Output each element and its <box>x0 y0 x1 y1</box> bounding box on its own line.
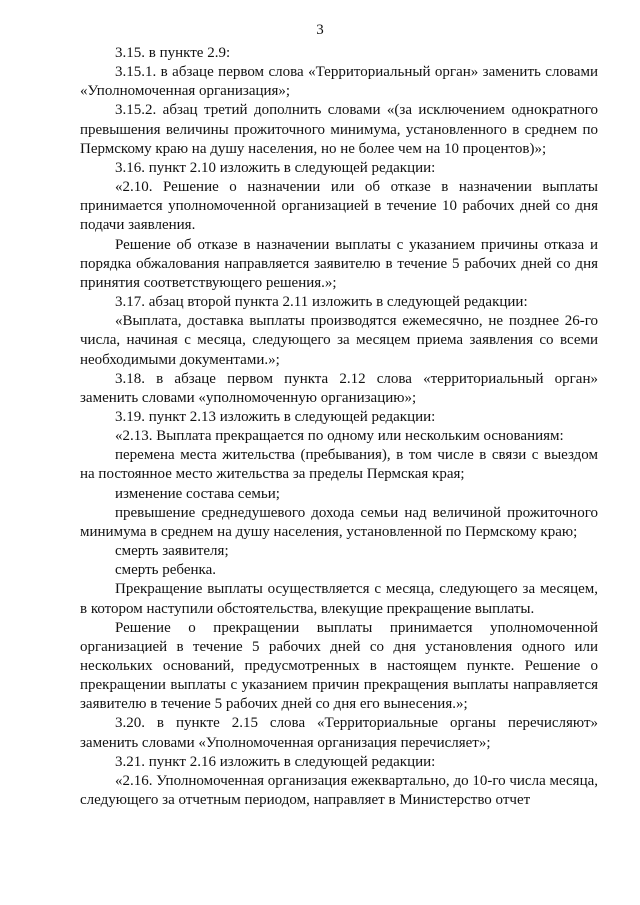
page-number: 3 <box>316 22 324 38</box>
paragraph-termination-timing: Прекращение выплаты осуществляется с месяца, следующего за месяцем, в котором наступили обстоятельства, влекущие прекращение выплаты. <box>80 581 598 617</box>
paragraph-3-17: 3.17. абзац второй пункта 2.11 изложить в следующей редакции: <box>115 294 528 311</box>
document-body <box>80 44 598 810</box>
paragraph-3-21: 3.21. пункт 2.16 изложить в следующей редакции: <box>115 753 436 770</box>
paragraph-2-16-quote: «2.16. Уполномоченная организация ежеквартально, до 10-го числа месяца, следующего за отчетным периодом, направляет в Министерство отчет <box>80 772 598 809</box>
paragraph-3-16: 3.16. пункт 2.10 изложить в следующей редакции: <box>115 159 436 176</box>
paragraph-payment-delivery: «Выплата, доставка выплаты производятся ежемесячно, не позднее 26-го числа, начиная с месяца, следующего за месяцем приема заявления со всеми необходимыми документами.»; <box>80 313 598 368</box>
paragraph-3-19: 3.19. пункт 2.13 изложить в следующей редакции: <box>115 408 436 425</box>
paragraph-3-15-1: 3.15.1. в абзаце первом слова «Территориальный орган» заменить словами «Уполномоченная организация»; <box>80 64 598 100</box>
paragraph-2-10-quote: «2.10. Решение о назначении или об отказе в назначении выплаты принимается уполномоченной организацией в течение 10 рабочих дней со дня подачи заявления. <box>80 179 598 234</box>
paragraph-ground-applicant-death: смерть заявителя; <box>115 543 229 560</box>
paragraph-3-20: 3.20. в пункте 2.15 слова «Территориальные органы перечисляют» заменить словами «Уполномоченная организация перечисляет»; <box>80 715 598 751</box>
paragraph-3-15: 3.15. в пункте 2.9: <box>115 45 231 61</box>
paragraph-ground-child-death: смерть ребенка. <box>115 562 217 579</box>
paragraph-3-15-2: 3.15.2. абзац третий дополнить словами «(за исключением однократного превышения величины прожиточного минимума, установленного в среднем по Пермскому краю на душу населения, но не более чем на 10 процентов)»; <box>80 102 598 157</box>
paragraph-refusal-decision: Решение об отказе в назначении выплаты с указанием причины отказа и порядка обжалования направляется заявителю в течение 5 рабочих дней со дня принятия соответствующего решения.»; <box>80 236 598 291</box>
paragraph-2-13-quote: «2.13. Выплата прекращается по одному или нескольким основаниям: <box>115 428 564 445</box>
paragraph-ground-family-change: изменение состава семьи; <box>115 485 280 502</box>
paragraph-ground-relocation: перемена места жительства (пребывания), в том числе в связи с выездом на постоянное место жительства за пределы Пермская края; <box>80 447 598 483</box>
paragraph-termination-decision: Решение о прекращении выплаты принимается уполномоченной организацией в течение 5 рабочих дней со дня установления одного или нескольких оснований, предусмотренных в настоящем пункте. Решение о прекращении выплаты с указанием причин прекращения выплаты направляется заявителю в течение 5 рабочих дней со дня его вынесения.»; <box>80 619 598 713</box>
paragraph-3-18: 3.18. в абзаце первом пункта 2.12 слова «территориальный орган» заменить словами «уполномоченную организацию»; <box>80 370 598 406</box>
paragraph-ground-income-excess: превышение среднедушевого дохода семьи над величиной прожиточного минимума в среднем на душу населения, установленной по Пермскому краю; <box>80 504 598 540</box>
